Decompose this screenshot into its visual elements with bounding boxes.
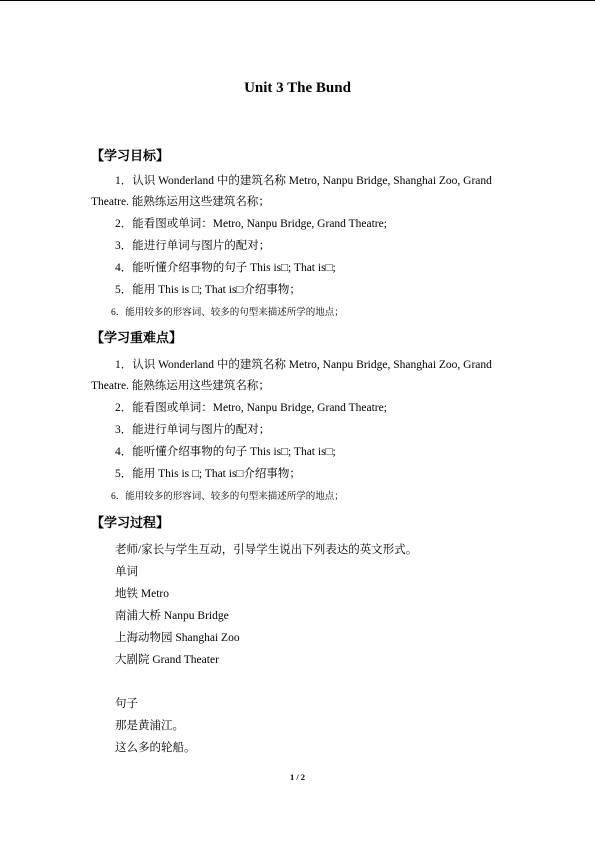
page-title: Unit 3 The Bund <box>244 80 351 96</box>
process-intro: 老师/家长与学生互动，引导学生说出下列表达的英文形式。 <box>115 544 418 556</box>
keypoint-line-1: 1．认识 Wonderland 中的建筑名称 Metro, Nanpu Bridge, Shanghai Zoo, Grand <box>115 359 492 371</box>
section-heading-goals: 【学习目标】 <box>91 149 170 164</box>
process-words-label: 单词 <box>115 566 138 578</box>
process-word-grand-theater: 大剧院 Grand Theater <box>115 654 219 666</box>
keypoint-line-5: 5．能用 This is □; That is□介绍事物； <box>115 468 301 480</box>
goal-line-4: 4．能听懂介绍事物的句子 This is□; That is□; <box>115 262 336 274</box>
section-heading-key-points: 【学习重难点】 <box>91 331 183 346</box>
keypoint-line-3: 3．能进行单词与图片的配对； <box>115 424 271 436</box>
top-rule <box>0 0 595 1</box>
process-word-shanghai-zoo: 上海动物园 Shanghai Zoo <box>115 632 240 644</box>
goal-line-6: 6．能用较多的形容词、较多的句型来描述所学的地点； <box>111 308 344 318</box>
goal-line-3: 3．能进行单词与图片的配对； <box>115 240 271 252</box>
section-heading-process: 【学习过程】 <box>91 516 170 531</box>
keypoint-line-1-cont: Theatre. 能熟练运用这些建筑名称； <box>91 380 270 392</box>
goal-line-1: 1．认识 Wonderland 中的建筑名称 Metro, Nanpu Bridge, Shanghai Zoo, Grand <box>115 175 492 187</box>
goal-line-5: 5．能用 This is □; That is□介绍事物； <box>115 284 301 296</box>
keypoint-line-6: 6．能用较多的形容词、较多的句型来描述所学的地点； <box>111 492 344 502</box>
goal-line-2: 2．能看图或单词：Metro, Nanpu Bridge, Grand Theatre; <box>115 218 387 230</box>
process-sentences-label: 句子 <box>115 698 138 710</box>
process-word-metro: 地铁 Metro <box>115 588 169 600</box>
keypoint-line-2: 2．能看图或单词：Metro, Nanpu Bridge, Grand Theatre; <box>115 402 387 414</box>
process-sentence-1: 那是黄浦江。 <box>115 720 184 732</box>
process-sentence-2: 这么多的轮船。 <box>115 742 196 754</box>
keypoint-line-4: 4．能听懂介绍事物的句子 This is□; That is□; <box>115 446 336 458</box>
process-word-nanpu-bridge: 南浦大桥 Nanpu Bridge <box>115 610 229 622</box>
goal-line-1-cont: Theatre. 能熟练运用这些建筑名称； <box>91 196 270 208</box>
page-number: 1 / 2 <box>289 772 306 782</box>
